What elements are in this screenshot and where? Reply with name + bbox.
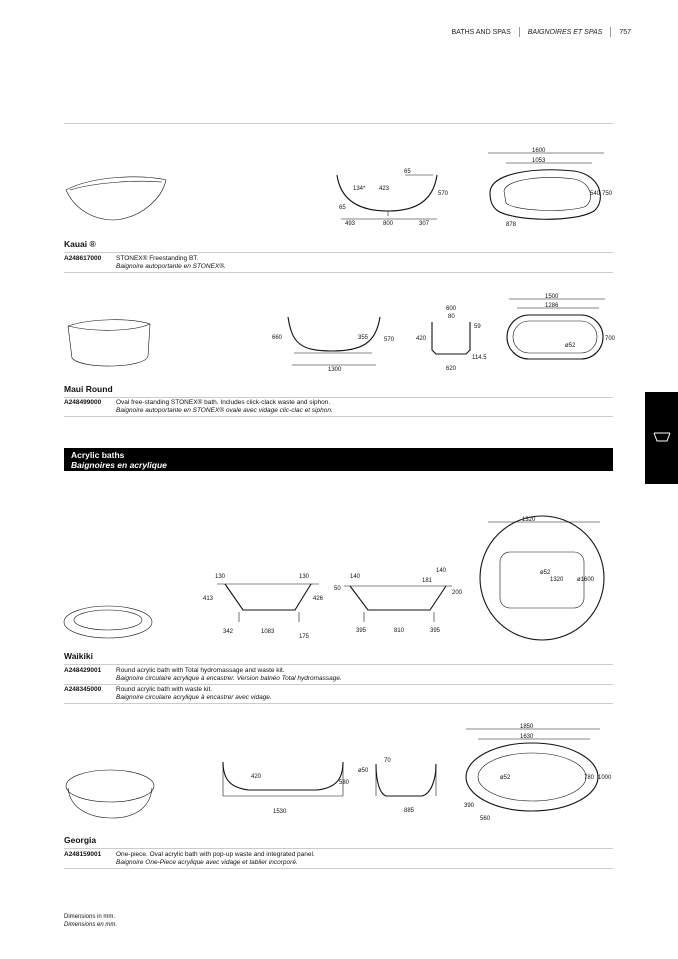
divider [64,703,613,704]
divider [64,272,613,273]
dim-label: 750 [602,191,613,197]
dim-label: 580 [339,780,350,786]
description-fr: Baignoire One-Piece acrylique avec vidage et tablier incorporé. [116,859,298,866]
product-name: Georgia [64,835,97,845]
divider [64,868,613,869]
dim-label: 65 [339,205,346,211]
section-label-fr: BAIGNOIRES ET SPAS [527,28,603,36]
description-en: One-piece. Oval acrylic bath with pop-up waste and integrated panel. [116,851,315,858]
description-fr: Baignoire autoportante en STONEX® ovale avec vidage clic-clac et siphon. [116,407,333,414]
divider [64,664,613,665]
header-divider [519,27,520,37]
dim-label: 130 [299,574,310,580]
description-fr: Baignoire circulaire acrylique à encastrer. Version balnéo Total hydromassage. [116,675,342,682]
kauai-side-elevation [333,163,449,228]
dim-label: ø1600 [577,577,595,583]
description-fr: Baignoire autoportante en STONEX®. [116,263,226,270]
product-row [64,255,613,271]
section-label-en: BATHS AND SPAS [451,28,511,36]
dim-label: ø52 [500,775,511,781]
dim-label: 620 [446,366,457,372]
description-en: STONEX® Freestanding BT. [116,255,199,262]
dim-label: 395 [430,628,441,634]
dim-label: 560 [480,816,491,822]
dim-label: 50 [334,586,341,592]
divider [64,397,613,398]
dim-label: 885 [404,808,415,814]
dim-label: 175 [299,634,310,640]
description-en: Oval free-standing STONEX® bath. Includes click-clack waste and siphon. [116,399,331,406]
maui-plan-view [505,291,615,371]
dim-label: 1053 [532,158,546,164]
dim-label: 80 [448,314,455,320]
dim-label: 800 [383,221,394,227]
product-name: Waikiki [64,651,93,661]
description-en: Round acrylic bath with waste kit. [116,686,213,693]
product-row [64,851,613,867]
dim-label: 134* [353,186,366,192]
dim-label: 130 [215,574,226,580]
dim-label: 395 [356,628,367,634]
dim-label: 700 [605,336,616,342]
maui-perspective-drawing [62,316,157,376]
product-code: A248429001 [64,667,102,674]
waikiki-plan-view [478,512,618,632]
dim-label: 878 [506,222,517,228]
divider [64,123,613,124]
footer-note-en: Dimensions in mm. [64,914,116,920]
section-heading [64,448,613,471]
dim-label: 200 [452,590,463,596]
maui-side-elevation [272,313,397,373]
georgia-plan-view [460,721,620,826]
dim-label: 1300 [328,367,342,373]
waikiki-perspective-drawing [62,602,157,642]
dim-label: 1850 [520,724,534,730]
dim-label: 1000 [598,775,612,781]
dim-label: 540 [590,191,601,197]
dim-label: ø50 [358,768,369,774]
dim-label: 1500 [545,294,559,300]
dim-label: 600 [446,306,457,312]
dim-label: ø52 [565,343,576,349]
dim-label: 1320 [550,577,564,583]
dim-label: ø52 [540,570,551,576]
product-code: A248617000 [64,255,102,262]
description-fr: Baignoire circulaire acrylique à encastrer avec vidage. [116,694,272,701]
dim-label: 1630 [520,734,534,740]
header-divider [610,27,611,37]
dim-label: 570 [384,337,395,343]
dim-label: 780 [584,775,595,781]
kauai-perspective-drawing [62,168,172,228]
georgia-end-elevation [358,752,448,817]
description-en: Round acrylic bath with Total hydromassage and waste kit. [116,667,285,674]
dim-label: 810 [394,628,405,634]
dim-label: 1600 [532,148,546,154]
dim-label: 660 [272,335,283,341]
divider [64,416,613,417]
dim-label: 114.5 [472,355,487,361]
dim-label: 1320 [522,517,536,523]
product-name: Maui Round [64,384,113,394]
product-code: A248345000 [64,686,102,693]
section-title-fr: Baignoires en acrylique [71,460,167,470]
dim-label: 342 [223,629,234,635]
side-section-tab [645,392,678,484]
georgia-side-elevation [219,758,357,818]
dim-label: 426 [313,596,324,602]
divider [64,252,613,253]
dim-label: 65 [404,169,411,175]
bathtub-icon [653,432,671,444]
registered-mark: ® [89,239,96,249]
dim-label: 413 [203,596,214,602]
waikiki-side-elevation [203,570,328,640]
dim-label: 423 [379,186,390,192]
product-row [64,686,613,702]
georgia-perspective-drawing [62,764,162,824]
dim-label: 140 [350,574,361,580]
dim-label: 420 [416,336,427,342]
dim-label: 70 [384,758,391,764]
dim-label: 140 [436,568,447,574]
section-title-en: Acrylic baths [71,450,125,460]
page-number: 757 [619,28,631,36]
dim-label: 1083 [261,629,275,635]
dim-label: 307 [419,221,430,227]
dim-label: 570 [438,191,449,197]
divider [64,848,613,849]
footer-note [64,913,117,929]
product-code: A248499000 [64,399,102,406]
dim-label: 390 [464,803,475,809]
dim-label: 355 [358,335,369,341]
dim-label: 1286 [545,303,559,309]
dim-label: 1530 [273,809,287,815]
divider [64,684,613,685]
product-name: Kauai ® [64,239,96,249]
waikiki-end-elevation [334,564,464,640]
maui-end-elevation [414,302,487,374]
kauai-plan-view [484,145,614,230]
dim-label: 493 [345,221,356,227]
dim-label: 181 [422,578,433,584]
dim-label: 59 [474,324,481,330]
product-row [64,399,613,415]
footer-note-fr: Dimensions en mm. [64,922,118,928]
dim-label: 420 [251,774,262,780]
page-header [451,27,631,37]
product-code: A248159001 [64,851,102,858]
product-row [64,667,613,683]
